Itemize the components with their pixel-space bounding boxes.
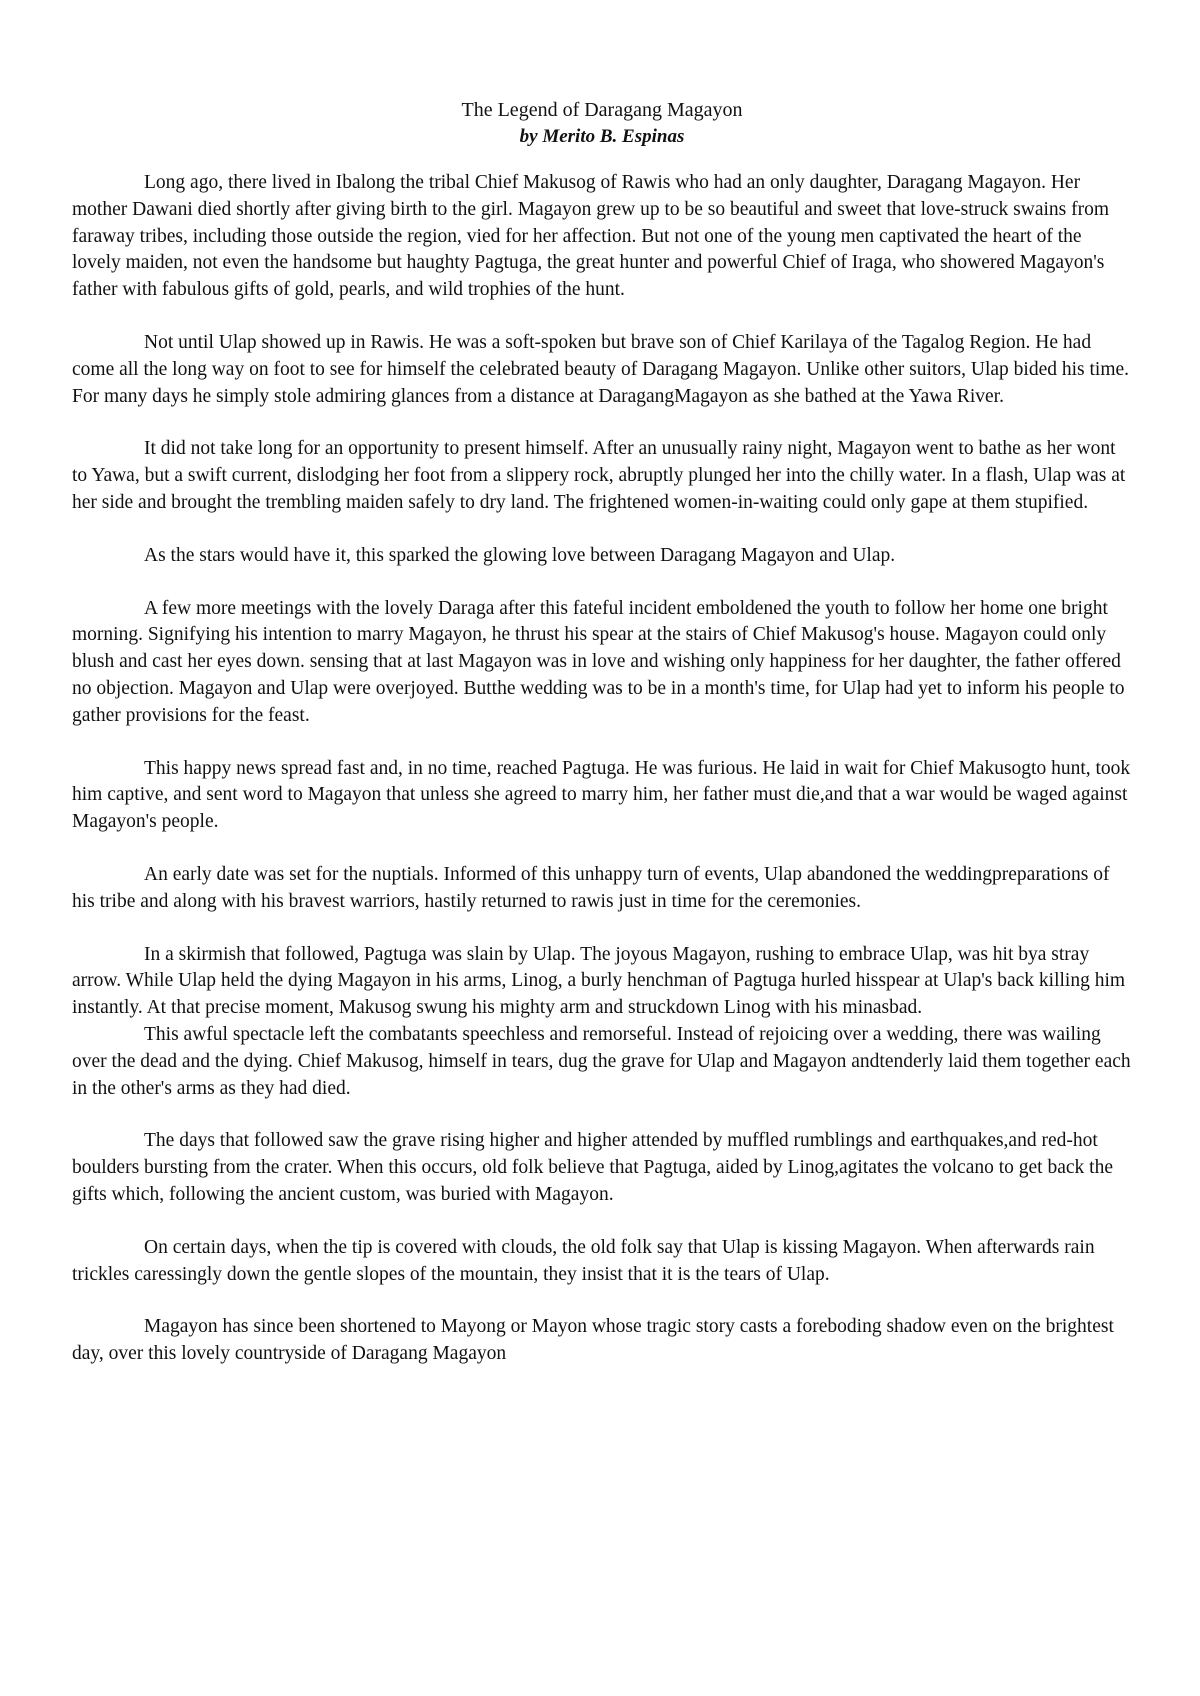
- paragraph-8: In a skirmish that followed, Pagtuga was slain by Ulap. The joyous Magayon, rushing to embrace Ulap, was hit bya stray arrow. While Ulap held the dying Magayon in his arms, Linog, a burly henchman of Pagtuga hurled hisspear at Ulap's back killing him instantly. At that precise moment, Makusog swung his mighty arm and struckdown Linog with his minasbad.: [72, 943, 1126, 1019]
- paragraph-9: This awful spectacle left the combatants speechless and remorseful. Instead of rejoicing over a wedding, there was wailing over the dead and the dying. Chief Makusog, himself in tears, dug the grave for Ulap and Magayon andtenderly laid them together each in the other's arms as they had died.: [72, 1023, 1131, 1099]
- paragraph-3: It did not take long for an opportunity to present himself. After an unusually rainy night, Magayon went to bathe as her wont to Yawa, but a swift current, dislodging her foot from a slippery rock, abruptly plunged her into the chilly water. In a flash, Ulap was at her side and brought the trembling maiden safely to dry land. The frightened women-in-waiting could only gape at them stupified.: [72, 438, 1126, 513]
- paragraph-5: A few more meetings with the lovely Daraga after this fateful incident emboldened the youth to follow her home one bright morning. Signifying his intention to marry Magayon, he thrust his spear at the stairs of Chief Makusog's house. Magayon could only blush and cast her eyes down. sensing that at last Magayon was in love and wishing only happiness for her daughter, the father offered no objection. Magayon and Ulap were overjoyed. Butthe wedding was to be in a month's time, for Ulap had yet to inform his people to gather provisions for the feast.: [72, 597, 1125, 726]
- paragraph-7: An early date was set for the nuptials. Informed of this unhappy turn of events, Ulap abandoned the weddingpreparations of his tribe and along with his bravest warriors, hastily returned to rawis just in time for the ceremonies.: [72, 863, 1110, 912]
- document-page: [72, 96, 1132, 1394]
- paragraph-11: On certain days, when the tip is covered with clouds, the old folk say that Ulap is kissing Magayon. When afterwards rain trickles caressingly down the gentle slopes of the mountain, they insist that it is the tears of Ulap.: [72, 1236, 1095, 1285]
- paragraph-1: Long ago, there lived in Ibalong the tribal Chief Makusog of Rawis who had an only daughter, Daragang Magayon. Her mother Dawani died shortly after giving birth to the girl. Magayon grew up to be so beautiful and sweet that love-struck swains from faraway tribes, including those outside the region, vied for her affection. But not one of the young men captivated the heart of the lovely maiden, not even the handsome but haughty Pagtuga, the great hunter and powerful Chief of Iraga, who showered Magayon's father with fabulous gifts of gold, pearls, and wild trophies of the hunt.: [72, 172, 1110, 301]
- paragraph-12: Magayon has since been shortened to Mayong or Mayon whose tragic story casts a foreboding shadow even on the brightest day, over this lovely countryside of Daragang Magayon: [72, 1316, 1114, 1365]
- document-author: by Merito B. Espinas: [519, 126, 685, 147]
- document-title: The Legend of Daragang Magayon: [461, 99, 743, 121]
- paragraph-10: The days that followed saw the grave rising higher and higher attended by muffled rumblings and earthquakes,and red-hot boulders bursting from the crater. When this occurs, old folk believe that Pagtuga, aided by Linog,agitates the volcano to get back the gifts which, following the ancient custom, was buried with Magayon.: [72, 1130, 1113, 1205]
- paragraph-4: As the stars would have it, this sparked the glowing love between Daragang Magayon and Ulap.: [144, 544, 896, 566]
- paragraph-2: Not until Ulap showed up in Rawis. He was a soft-spoken but brave son of Chief Karilaya of the Tagalog Region. He had come all the long way on foot to see for himself the celebrated beauty of Daragang Magayon. Unlike other suitors, Ulap bided his time. For many days he simply stole admiring glances from a distance at DaragangMagayon as she bathed at the Yawa River.: [72, 331, 1130, 407]
- paragraph-6: This happy news spread fast and, in no time, reached Pagtuga. He was furious. He laid in wait for Chief Makusogto hunt, took him captive, and sent word to Magayon that unless she agreed to marry him, her father must die,and that a war would be waged against Magayon's people.: [72, 757, 1131, 833]
